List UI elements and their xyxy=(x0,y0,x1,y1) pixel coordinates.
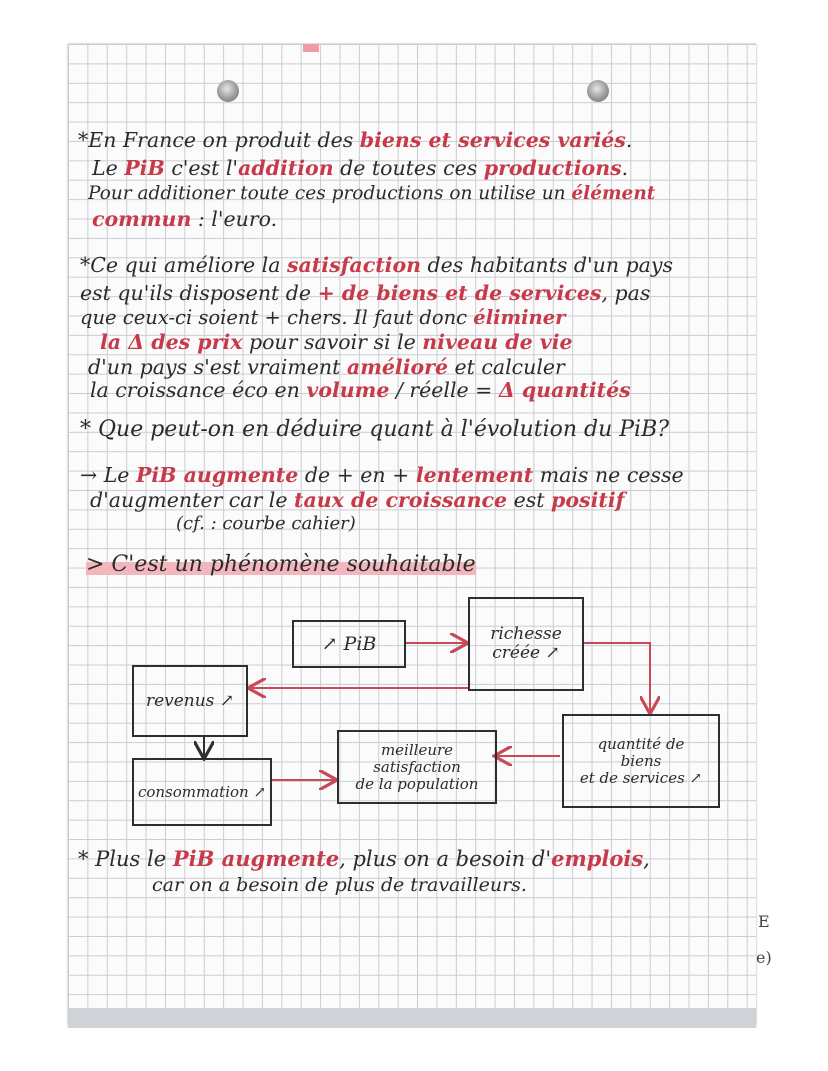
margin-mark: E xyxy=(758,912,770,931)
note-highlight: addition xyxy=(238,156,334,180)
box-satisfaction: meilleure satisfaction de la population xyxy=(337,730,497,804)
note-highlight: positif xyxy=(551,488,625,512)
box-consommation: consommation ↗ xyxy=(132,758,272,826)
note-text: pour savoir si le xyxy=(242,330,423,354)
note-text: → Le xyxy=(80,463,136,487)
margin-mark: e) xyxy=(756,948,772,967)
box-pib: ↗ PiB xyxy=(292,620,406,668)
note-text: mais ne cesse xyxy=(533,463,684,487)
note-highlight: emplois xyxy=(551,846,644,871)
note-text: * Plus le xyxy=(78,847,173,871)
question-line: * Que peut-on en déduire quant à l'évolution du PiB? xyxy=(80,417,670,442)
note-highlight: PiB augmente xyxy=(135,463,299,487)
note-text: : l'euro. xyxy=(191,207,278,231)
note-highlight: commun xyxy=(92,207,192,231)
note-text: d'augmenter car le xyxy=(90,488,294,512)
note-highlight: satisfaction xyxy=(286,253,422,277)
note-text: , plus on a besoin d' xyxy=(339,847,552,871)
note-text: , pas xyxy=(601,281,651,305)
note-text: des habitants d'un pays xyxy=(421,253,674,277)
box-richesse: richesse créée ↗ xyxy=(468,597,584,691)
note-text: c'est l' xyxy=(164,156,239,180)
note-highlight: élément xyxy=(571,183,656,204)
note-text: . xyxy=(621,156,629,180)
note-highlight: amélioré xyxy=(346,355,449,379)
note-highlight: lentement xyxy=(415,463,534,487)
note-text: *En France on produit des xyxy=(78,128,360,152)
note-line xyxy=(78,847,650,871)
conclusion-text: > C'est un phénomène souhaitable xyxy=(86,552,476,577)
note-highlight: taux de croissance xyxy=(294,488,508,512)
note-line: car on a besoin de plus de travailleurs. xyxy=(152,874,527,896)
note-text: de toutes ces xyxy=(333,156,484,180)
note-text: *Ce qui améliore la xyxy=(80,253,287,277)
note-highlight: PiB xyxy=(124,156,165,180)
note-text: que ceux-ci soient + chers. Il faut donc xyxy=(80,306,474,329)
box-quantite: quantité de biens et de services ↗ xyxy=(562,714,720,808)
note-text: et calculer xyxy=(448,355,565,379)
arrow-richesse-quantite xyxy=(582,643,650,712)
note-highlight: la Δ des prix xyxy=(100,330,243,354)
note-text: de + en + xyxy=(298,463,416,487)
note-highlight: + de biens et de services xyxy=(317,281,602,305)
note-text: Le xyxy=(92,156,125,180)
box-revenus: revenus ↗ xyxy=(132,665,248,737)
note-text: . xyxy=(625,128,633,152)
note-text: / réelle = xyxy=(389,378,499,402)
note-highlight: niveau de vie xyxy=(422,330,573,354)
note-highlight: PiB augmente xyxy=(172,846,340,871)
note-highlight: volume xyxy=(306,378,390,402)
note-text: est qu'ils disposent de xyxy=(80,281,318,305)
note-text: Pour additioner toute ces productions on utilise un xyxy=(88,183,572,204)
note-text: est xyxy=(507,488,552,512)
note-text: , xyxy=(643,847,650,871)
note-highlight: Δ quantités xyxy=(498,378,631,402)
note-highlight: éliminer xyxy=(473,306,566,329)
note-text: la croissance éco en xyxy=(90,378,307,402)
note-line: (cf. : courbe cahier) xyxy=(176,513,356,534)
note-highlight: biens et services variés xyxy=(359,128,626,152)
note-highlight: productions xyxy=(483,156,622,180)
note-text: d'un pays s'est vraiment xyxy=(88,355,347,379)
